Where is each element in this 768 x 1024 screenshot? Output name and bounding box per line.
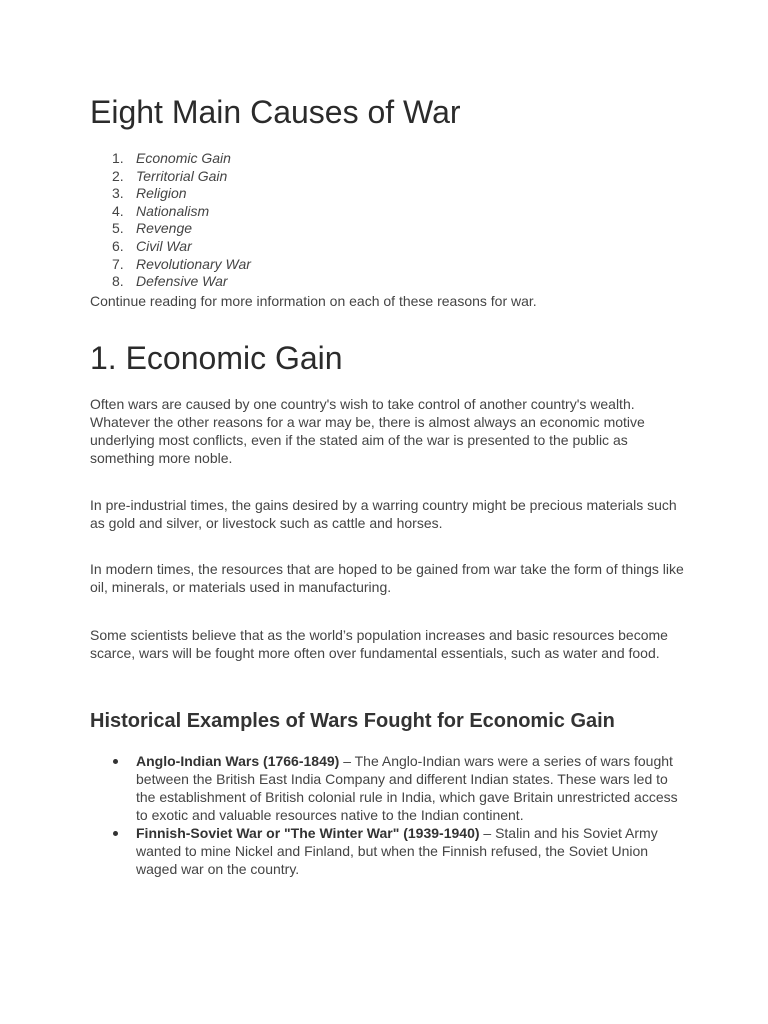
list-number: 3. <box>112 185 124 202</box>
list-item-label: Revolutionary War <box>136 255 251 272</box>
paragraph: In modern times, the resources that are hoped to be gained from war take the form of things like oil, minerals, or materials used in manufacturing. <box>90 561 684 595</box>
paragraph: Often wars are caused by one country's wish to take control of another country's wealth. Whatever the other reasons for a war may be, there is almost always an economic motive underlying most conflicts, even if the stated aim of the war is presented to the public as something more noble. <box>90 396 645 466</box>
list-item-label: Revenge <box>136 220 193 237</box>
list-item-label: Civil War <box>136 237 192 254</box>
list-number: 5. <box>112 220 124 237</box>
list-number: 1. <box>112 150 124 166</box>
continue-reading-text: Continue reading for more information on each of these reasons for war. <box>90 293 537 309</box>
list-item-label: Territorial Gain <box>136 167 228 184</box>
list-item-label: Religion <box>136 185 187 202</box>
causes-list <box>90 150 490 291</box>
list-number: 6. <box>112 237 124 254</box>
list-item <box>90 824 690 878</box>
examples-list <box>90 752 690 878</box>
list-item <box>90 203 490 221</box>
list-number: 2. <box>112 167 124 184</box>
example-name: Finnish-Soviet War or "The Winter War" (1939-1940) <box>136 825 480 841</box>
list-item-label: Economic Gain <box>136 150 231 166</box>
page-title: Eight Main Causes of War <box>90 94 461 130</box>
list-item <box>90 752 690 824</box>
list-item <box>90 220 490 238</box>
subheading: Historical Examples of Wars Fought for Economic Gain <box>90 710 615 732</box>
list-item-label: Nationalism <box>136 202 210 219</box>
section-heading: 1. Economic Gain <box>90 340 343 376</box>
list-item-label: Defensive War <box>136 273 228 290</box>
example-text: – Stalin and his Soviet Army wanted to mine Nickel and Finland, but when the Finnish refused, the Soviet Union waged war on the country. <box>136 825 658 877</box>
example-text: – The Anglo-Indian wars were a series of wars fought between the British East India Company and different Indian states. These wars led to the establishment of British colonial rule in India, which gave Britain unrestricted access to exotic and valuable resources native to the Indian continent. <box>136 753 678 823</box>
list-item <box>90 185 490 203</box>
paragraph: Some scientists believe that as the world’s population increases and basic resources become scarce, wars will be fought more often over fundamental essentials, such as water and food. <box>90 627 668 661</box>
list-item <box>90 168 490 186</box>
list-item <box>90 238 490 256</box>
list-item <box>90 273 490 291</box>
list-item <box>90 150 490 168</box>
list-number: 8. <box>112 273 124 290</box>
paragraph: In pre-industrial times, the gains desired by a warring country might be precious materials such as gold and silver, or livestock such as cattle and horses. <box>90 497 677 531</box>
bullet-icon <box>113 759 118 764</box>
list-item <box>90 256 490 274</box>
list-number: 4. <box>112 202 124 219</box>
list-number: 7. <box>112 255 124 272</box>
bullet-icon <box>113 831 118 836</box>
example-name: Anglo-Indian Wars (1766-1849) <box>136 753 340 769</box>
